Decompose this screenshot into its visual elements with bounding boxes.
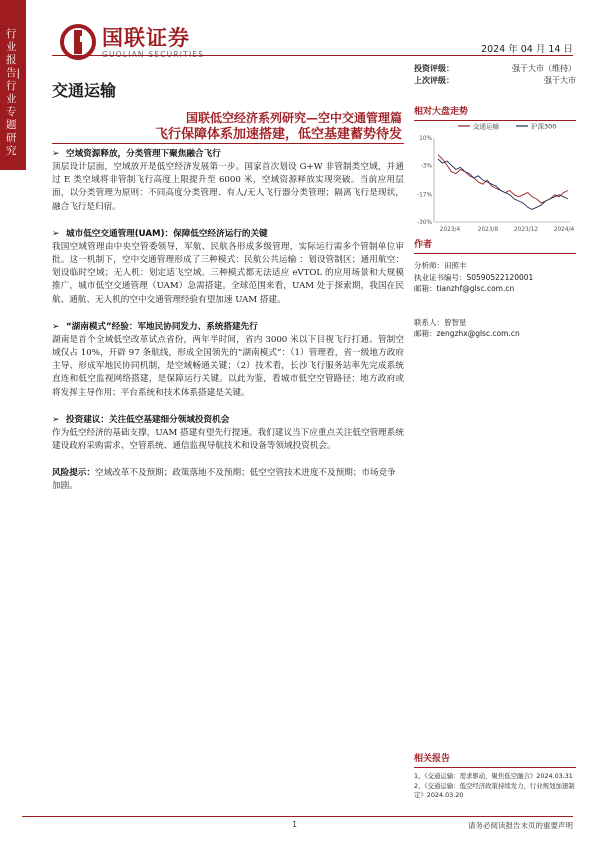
x-tick-label: 2024/4: [553, 227, 575, 233]
analyst-email-line: [414, 283, 576, 295]
section-heading-text: 城市低空交通管理(UAM)：保障低空经济运行的关键: [66, 228, 268, 239]
chart-svg: [414, 114, 576, 240]
report-body: [52, 147, 404, 494]
related-reports-block: [414, 751, 576, 801]
section-heading-text: 空域资源释放，分类管理下聚焦融合飞行: [66, 149, 221, 159]
arrow-bullet-icon: ➢: [52, 228, 60, 239]
title-divider: [52, 143, 404, 144]
license-line: [414, 272, 576, 284]
section-heading: [52, 228, 404, 241]
rating-panel: [414, 63, 576, 87]
contact-label: 联系人：: [414, 317, 444, 327]
header-divider: [52, 55, 573, 56]
risk-warning: [52, 467, 404, 493]
analyst-label: 分析师：: [414, 261, 444, 270]
contact-email-label: 邮箱：: [414, 329, 437, 338]
analyst-line: [414, 260, 576, 272]
contact-name: 曾智星: [444, 317, 467, 327]
legend-label: 沪深300: [531, 122, 557, 131]
report-type-sidebar: [0, 0, 26, 170]
logo-name-cn: 国联证券: [102, 24, 190, 50]
contact-line: [414, 317, 576, 329]
y-tick-label: 10%: [419, 136, 432, 142]
author-section-title: 作者: [414, 240, 433, 250]
x-tick-label: 2023/12: [513, 227, 539, 233]
previous-rating-label: 上次评级：: [414, 76, 454, 85]
section-heading-text: 投资建议：关注低空基建细分领域投资机会: [66, 414, 230, 425]
risk-label: 风险提示：: [52, 468, 95, 479]
section-heading: [52, 414, 404, 427]
license-label: 执业证书编号：: [414, 272, 467, 282]
relative-performance-chart: [414, 114, 576, 240]
license-number: S0590522120001: [466, 272, 534, 282]
footer-disclaimer: 请务必阅读报告末页的重要声明: [468, 821, 573, 830]
industry-name: 交通运输: [52, 81, 117, 100]
y-tick-label: -3%: [420, 163, 432, 170]
risk-text: 空域改革不及预期；政策落地不及预期；低空空管技术进度不及预期；市场竞争加剧。: [52, 468, 396, 492]
previous-rating-value: 强于大市: [544, 76, 576, 85]
current-rating-label: 投资评级：: [414, 64, 454, 73]
arrow-bullet-icon: ➢: [52, 414, 60, 425]
analyst-name: 田照丰: [444, 261, 467, 270]
analyst-email[interactable]: tianzhf@glsc.com.cn: [436, 284, 515, 293]
related-reports-title: 相关报告: [414, 754, 451, 764]
author-block: [414, 237, 576, 340]
section-heading: [52, 148, 404, 161]
current-rating-value: 强于大市（维持）: [512, 64, 576, 73]
series-line: [438, 159, 568, 209]
logo-name-en: GUOLIAN SECURITIES: [102, 49, 205, 59]
series-line: [438, 155, 568, 203]
related-report-item[interactable]: 1、《交通运输：需求驱动，聚焦低空融合》2024.03.31: [414, 772, 573, 780]
section-paragraph: 顶层设计层面，空域放开是低空经济发展第一步。国家首次划设 G+W 非管制类空域，并通过 E 类空域将非管制飞行高度上限提升至 6000 米，空域资源释放实现突破。当前应用层面，以分类管理为原则：不同高度分类管理、有人/无人飞行器分类管理；隔离飞行是现状，融合飞行是归宿。: [52, 162, 404, 212]
report-type-label: 行业报告|行业专题研究: [6, 28, 21, 157]
contact-email-line: [414, 328, 576, 340]
x-tick-label: 2023/4: [439, 227, 461, 233]
contact-email[interactable]: zengzhx@glsc.com.cn: [436, 329, 520, 338]
related-title-rule: [414, 767, 576, 768]
section-heading-text: “湖南模式”经验：军地民协同发力、系统搭建先行: [66, 321, 258, 332]
arrow-bullet-icon: ➢: [52, 321, 60, 332]
related-report-item[interactable]: 2、《交通运输：低空经济政策持续发力，行业规划加速制定》2024.03.20: [414, 781, 575, 799]
email-label: 邮箱：: [414, 284, 437, 293]
section-paragraph: 湖南是首个全域低空改革试点省份，两年半时间，省内 3000 米以下目视飞行打通、管制空域仅占 10%，开辟 97 条航线，形成全国领先的“湖南模式”：（1）管理看，省一级地方政府主导、形成军地民协同机制，是空域畅通关键；（2）技术看，长沙飞行服务站率先完成系统直连和低空监视网络搭建，是保障运行关键。以此为鉴，看城市低空空管路径：地方政府或将发挥主导作用；平台系统和技术体系搭建是关键。: [52, 334, 404, 398]
report-title-line1: 国联低空经济系列研究—空中交通管理篇: [185, 111, 402, 125]
footer-divider: [22, 816, 573, 817]
company-logo: [60, 22, 204, 62]
section-paragraph: 我国空域管理由中央空管委领导，军航、民航各形成多级管理，实际运行需多个管制单位审批。这一机制下，空中交通管理形成了三种模式：民航公共运输 ：划设管制区；通用航空：划设临时空域；无人机：划定适飞空域。三种模式都无法适应 eVTOL 的应用场景和大规模推广，城市低空交通管理（UAM）急需搭建。全球范围来看，UAM 处于探索期，我国在民航、通航、无人机的空中交通管理经验有望加速 UAM 搭建。: [52, 241, 404, 305]
section-heading: [52, 321, 404, 334]
chart-title: 相对大盘走势: [414, 107, 469, 117]
report-date: 2024 年 04 月 14 日: [481, 44, 573, 55]
author-title-rule: [414, 253, 576, 254]
y-tick-label: -17%: [417, 192, 432, 199]
section-paragraph: 作为低空经济的基础支撑，UAM 搭建有望先行提速。我们建议当下应重点关注低空管理系统建设政府采购需求、空管系统、通信监视导航技术和设备等领域投资机会。: [52, 427, 404, 452]
y-tick-label: -30%: [417, 220, 432, 226]
current-rating-row: [414, 63, 576, 75]
x-tick-label: 2023/8: [477, 227, 499, 233]
report-title-line2: 飞行保障体系加速搭建，低空基建蓄势待发: [154, 127, 402, 142]
legend-label: 交通运输: [473, 122, 499, 131]
previous-rating-row: [414, 75, 576, 87]
arrow-bullet-icon: ➢: [52, 149, 60, 159]
page-number: 1: [292, 820, 298, 829]
